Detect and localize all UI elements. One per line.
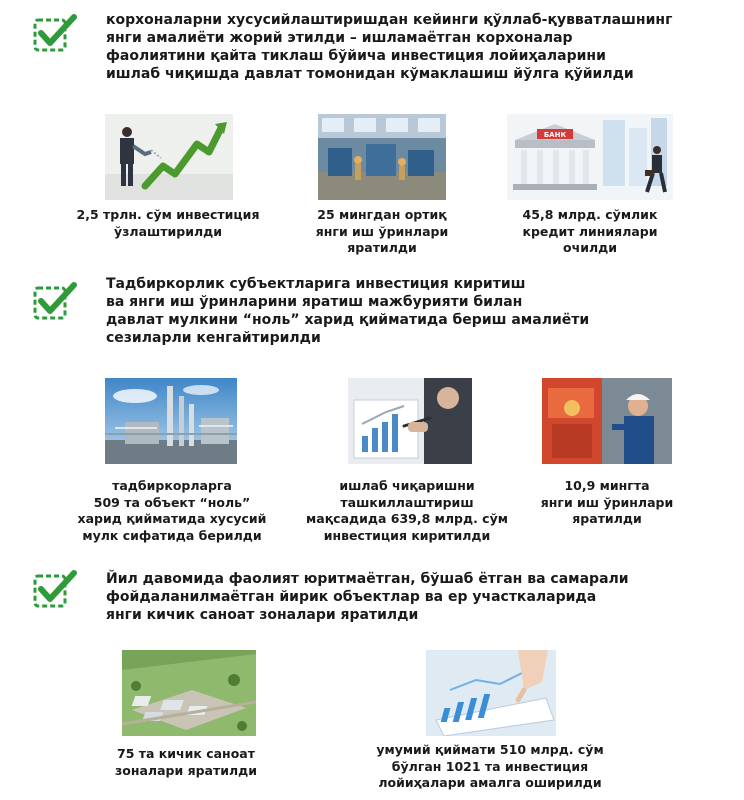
heading-line: ишлаб чиқишда давлат томонидан кўмаклашиш йўлга қўйилди <box>106 66 634 82</box>
industrial-plant-image <box>105 378 237 464</box>
caption-line: 25 мингдан ортиқ <box>317 207 447 222</box>
caption-line: ташкиллаштириш <box>340 494 474 510</box>
heading-line: корхоналарни хусусийлаштиришдан кейинги қўллаб-қувватлашнинг <box>106 12 673 28</box>
caption-line: бўлган 1021 та инвестиция <box>391 758 589 774</box>
caption-line: мақсадида 639,8 млрд. сўм <box>306 511 508 526</box>
caption-line: мулк сифатида берилди <box>82 527 262 543</box>
caption-line: инвестиция киритилди <box>323 527 491 543</box>
item-caption <box>282 207 482 257</box>
item-caption <box>360 742 620 792</box>
caption-line: лойиҳалари амалга оширилди <box>378 775 602 790</box>
heading-line: янги кичик саноат зоналари яратилди <box>106 607 419 623</box>
item-caption <box>86 746 286 779</box>
checkmark-icon <box>33 14 77 54</box>
caption-line: 2,5 трлн. сўм инвестиция <box>76 207 260 222</box>
item-caption <box>68 207 268 240</box>
factory-floor-image <box>318 114 446 200</box>
heading-line: фаолиятини қайта тиклаш бўйича инвестиция лойиҳаларини <box>106 48 606 64</box>
investment-charts-image <box>348 378 472 464</box>
bank-sign: БАНК <box>543 131 567 139</box>
item-caption <box>490 207 690 257</box>
caption-line: харид қийматида хусусий <box>77 511 267 526</box>
checkmark-icon <box>33 282 77 322</box>
investment-projects-image <box>426 650 556 736</box>
heading-line: сезиларли кенгайтирилди <box>106 330 321 346</box>
section-heading <box>106 570 706 624</box>
caption-line: тадбиркорларга <box>112 478 232 493</box>
caption-line: очилди <box>563 240 617 255</box>
factory-worker-image <box>542 378 672 464</box>
caption-line: 10,9 мингта <box>564 478 650 493</box>
caption-line: ишлаб чиқаришни <box>339 478 475 493</box>
caption-line: 509 та объект “ноль” <box>93 494 251 510</box>
item-caption <box>72 478 272 544</box>
caption-line: яратилди <box>572 511 642 526</box>
caption-line: 45,8 млрд. сўмлик <box>522 207 658 222</box>
heading-line: фойдаланилмаётган йирик объектлар ва ер участкаларида <box>106 589 597 605</box>
caption-line: янги иш ўринлари <box>540 494 674 510</box>
caption-line: ўзлаштирилди <box>114 223 222 239</box>
section-heading <box>106 11 706 83</box>
heading-line: ва янги иш ўринларини яратиш мажбурияти билан <box>106 294 523 310</box>
heading-line: Йил давомида фаолият юритмаётган, бўшаб ётган ва самарали <box>106 571 629 587</box>
bank-building-image <box>507 114 673 200</box>
heading-line: Тадбиркорлик субъектларига инвестиция киритиш <box>106 276 526 292</box>
caption-line: янги иш ўринлари <box>315 223 449 239</box>
caption-line: умумий қиймати 510 млрд. сўм <box>376 742 604 757</box>
item-caption <box>302 478 512 544</box>
investment-growth-image <box>105 114 233 200</box>
section-heading <box>106 275 706 347</box>
item-caption <box>507 478 707 528</box>
caption-line: яратилди <box>347 240 417 255</box>
caption-line: 75 та кичик саноат <box>117 746 255 761</box>
caption-line: кредит линиялари <box>522 223 658 239</box>
checkmark-icon <box>33 570 77 610</box>
industrial-zone-aerial-image <box>122 650 256 736</box>
heading-line: давлат мулкини “ноль” харид қийматида бериш амалиёти <box>106 312 590 328</box>
caption-line: зоналари яратилди <box>115 762 257 778</box>
heading-line: янги амалиёти жорий этилди – ишламаётган корхоналар <box>106 30 573 46</box>
